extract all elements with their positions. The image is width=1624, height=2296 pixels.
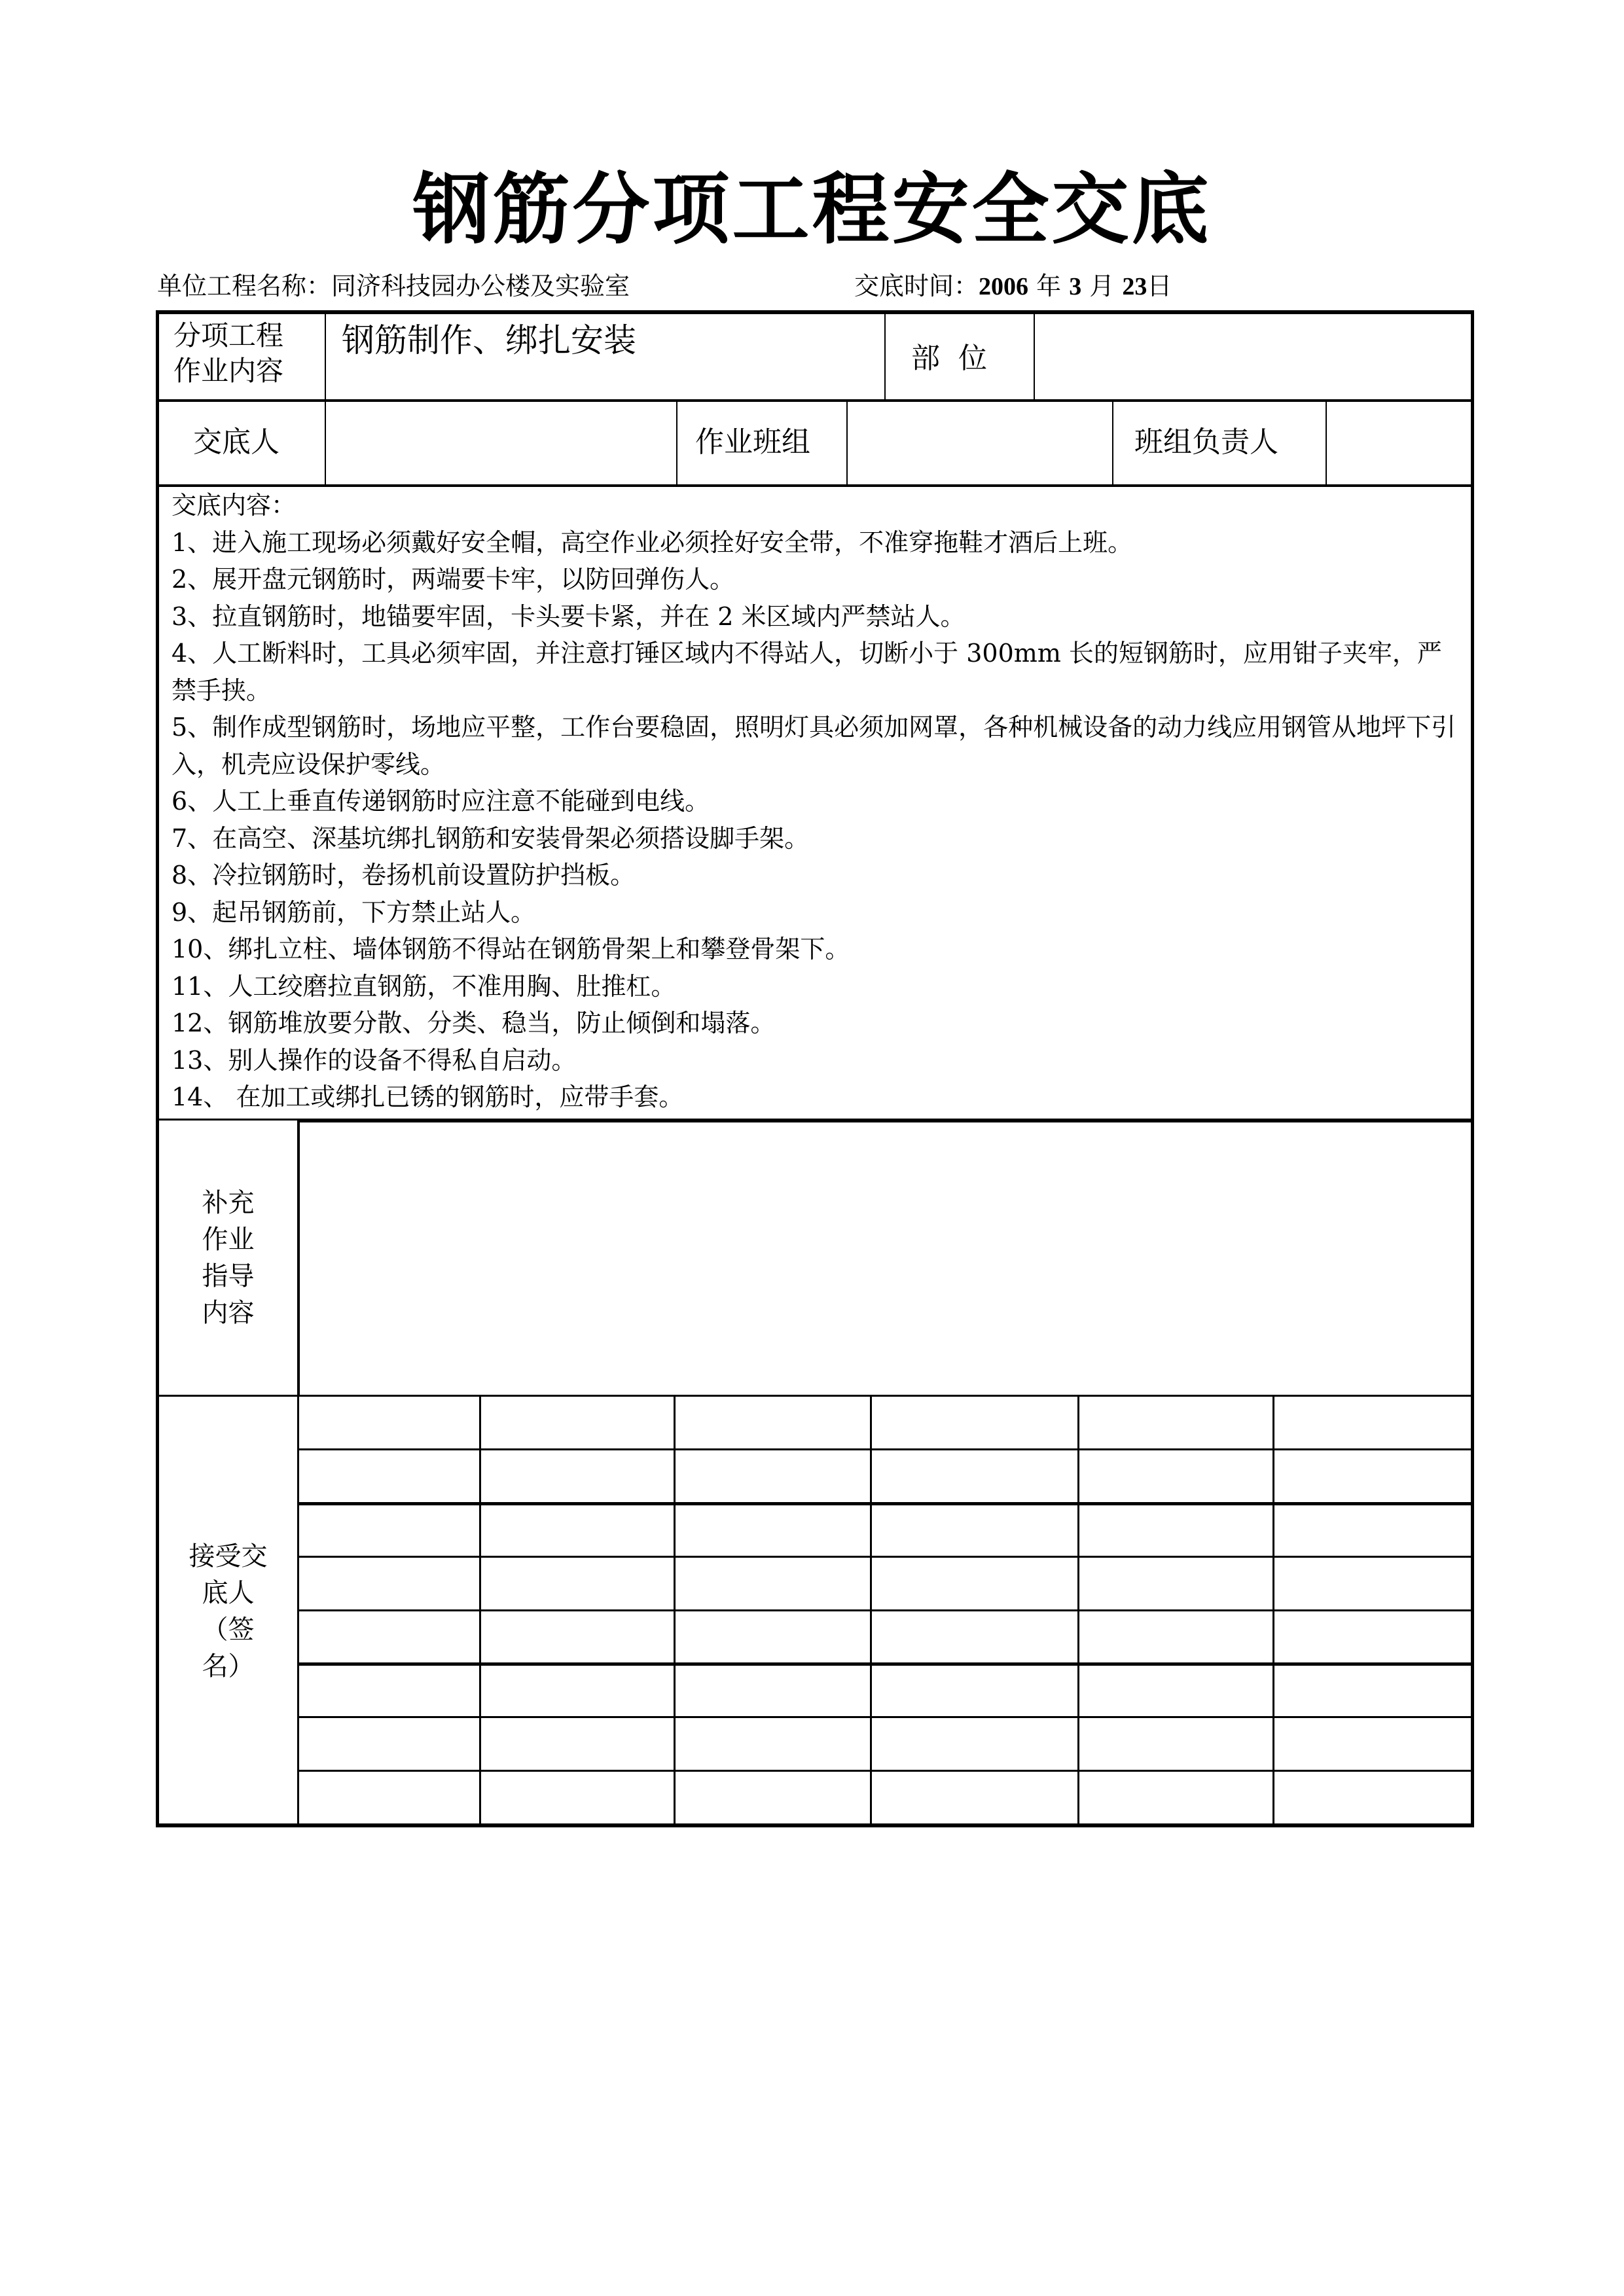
content-item: 4、人工断料时，工具必须牢固，并注意打锤区域内不得站人，切断小于 300mm 长的短钢筋时，应用钳子夹牢，严禁手挟。 [171,639,1442,705]
project-name: 同济科技园办公楼及实验室 [331,272,630,300]
signature-label-line: 接受交 [189,1541,268,1571]
content-item: 9、起吊钢筋前，下方禁止站人。 [171,897,536,927]
signature-cell[interactable] [873,1452,1076,1501]
table-border-right [1471,310,1474,1827]
signature-cell[interactable] [482,1398,672,1448]
signature-cell[interactable] [1275,1398,1470,1448]
signature-cell[interactable] [1080,1613,1271,1662]
divider [297,1119,300,1396]
signature-cell[interactable] [482,1773,672,1823]
content-item: 2、展开盘元钢筋时，两端要卡牢，以防回弹伤人。 [171,565,735,594]
divider [676,401,677,486]
signature-cell[interactable] [873,1719,1076,1769]
signature-label-line: 名） [202,1651,255,1681]
work-content-label [173,318,283,389]
content-item: 10、绑扎立柱、墙体钢筋不得站在钢筋骨架上和攀登骨架下。 [171,935,850,963]
signature-label-line: （签 [202,1615,255,1645]
content-item: 13、别人操作的设备不得私自启动。 [171,1045,577,1075]
signature-grid-hline [298,1716,1472,1718]
signature-cell[interactable] [1080,1452,1271,1501]
divider [884,313,886,401]
divider [297,1119,1474,1122]
briefer-field[interactable] [329,404,674,483]
signature-cell[interactable] [676,1559,869,1609]
signature-cell[interactable] [676,1719,869,1769]
divider [1034,313,1035,401]
signature-cell[interactable] [300,1452,478,1501]
signature-cell[interactable] [482,1666,672,1715]
signature-cell[interactable] [676,1398,869,1448]
content-item: 12、钢筋堆放要分散、分类、稳当，防止倾倒和塌落。 [171,1009,776,1037]
signature-cell[interactable] [676,1505,869,1555]
brief-date [854,270,1172,303]
signature-cell[interactable] [482,1505,672,1555]
signature-cell[interactable] [676,1773,869,1823]
supplement-field[interactable] [302,1124,1468,1393]
date-label: 交底时间： [854,272,979,300]
supplement-label-line: 补充 [202,1188,255,1218]
signature-cell[interactable] [873,1398,1076,1448]
signature-cell[interactable] [300,1559,478,1609]
signature-cell[interactable] [482,1452,672,1501]
signature-cell[interactable] [300,1613,478,1662]
divider [325,401,326,486]
signature-cell[interactable] [1275,1719,1470,1769]
signature-grid-hline [298,1770,1472,1772]
divider [1112,401,1113,486]
signature-cell[interactable] [482,1559,672,1609]
divider [156,1395,1474,1397]
location-label: 部 位 [911,342,987,375]
signature-cell[interactable] [300,1666,478,1715]
content-item: 14、 在加工或绑扎已锈的钢筋时，应带手套。 [171,1083,684,1111]
date-day-unit: 日 [1147,272,1172,300]
divider [846,401,848,486]
supplement-label-line: 指导 [202,1261,255,1291]
content-item: 5、制作成型钢筋时，场地应平整，工作台要稳固，照明灯具必须加网罩，各种机械设备的动力线应用钢管从地坪下引入，机壳应设保护零线。 [171,713,1456,779]
signature-cell[interactable] [300,1505,478,1555]
signature-grid-hline [298,1556,1472,1558]
signature-cell[interactable] [873,1666,1076,1715]
signature-cell[interactable] [1080,1666,1271,1715]
content-item: 6、人工上垂直传递钢筋时应注意不能碰到电线。 [171,787,710,816]
divider [325,313,326,401]
supplement-label [159,1185,297,1331]
signature-cell[interactable] [1080,1719,1271,1769]
signature-cell[interactable] [1275,1773,1470,1823]
signature-cell[interactable] [873,1613,1076,1662]
signature-cell[interactable] [1275,1505,1470,1555]
date-year-unit: 年 [1036,272,1062,300]
date-month-unit: 月 [1089,272,1115,300]
signature-grid-hline [298,1609,1472,1611]
signature-cell[interactable] [482,1719,672,1769]
project-info [157,270,630,302]
content-item: 7、在高空、深基坑绑扎钢筋和安装骨架必须搭设脚手架。 [171,823,810,853]
work-content-value[interactable]: 钢筋制作、绑扎安装 [342,321,636,359]
leader-field[interactable] [1329,404,1468,483]
signature-cell[interactable] [676,1666,869,1715]
location-field[interactable] [1038,315,1470,398]
work-content-label-line2: 作业内容 [173,355,284,387]
content-item: 3、拉直钢筋时，地锚要牢固，卡头要卡紧，并在 2 米区域内严禁站人。 [171,601,965,631]
divider [156,399,1474,402]
project-label: 单位工程名称： [157,272,332,300]
signature-cell[interactable] [300,1773,478,1823]
date-month: 3 [1069,273,1082,300]
content-item: 1、进入施工现场必须戴好安全帽，高空作业必须拴好安全带，不准穿拖鞋才酒后上班。 [171,528,1133,557]
document-title: 钢筋分项工程安全交底 [412,164,1212,255]
divider [1326,401,1327,486]
signature-label-line: 底人 [202,1578,255,1608]
briefing-content [171,487,1464,1116]
signature-cell[interactable] [1275,1613,1470,1662]
content-heading: 交底内容： [171,491,297,520]
table-border-bottom [156,1823,1474,1827]
supplement-label-line: 作业 [202,1225,255,1255]
signature-cell[interactable] [676,1452,869,1501]
content-item: 8、冷拉钢筋时，卷扬机前设置防护挡板。 [171,861,636,889]
signature-cell[interactable] [873,1505,1076,1555]
date-day: 23 [1122,273,1147,300]
table-border-top [156,310,1474,314]
signature-cell[interactable] [1080,1773,1271,1823]
signature-cell[interactable] [1275,1559,1470,1609]
signature-cell[interactable] [1275,1452,1470,1501]
signature-cell[interactable] [873,1559,1076,1609]
signature-cell[interactable] [873,1773,1076,1823]
work-content-label-line1: 分项工程 [173,319,284,351]
team-field[interactable] [850,404,1110,483]
signature-cell[interactable] [1080,1398,1271,1448]
team-label: 作业班组 [695,425,810,459]
signature-cell[interactable] [676,1613,869,1662]
date-year: 2006 [979,273,1029,300]
signature-cell[interactable] [300,1398,478,1448]
signature-cell[interactable] [300,1719,478,1769]
supplement-label-line: 内容 [202,1298,255,1328]
signature-cell[interactable] [1080,1505,1271,1555]
signature-cell[interactable] [482,1613,672,1662]
signature-cell[interactable] [1080,1559,1271,1609]
briefer-label: 交底人 [193,425,280,459]
signature-label [159,1538,297,1685]
signature-cell[interactable] [1275,1666,1470,1715]
leader-label: 班组负责人 [1134,425,1278,459]
signature-grid-hline [298,1448,1472,1450]
content-item: 11、人工绞磨拉直钢筋，不准用胸、肚推杠。 [171,971,676,1001]
